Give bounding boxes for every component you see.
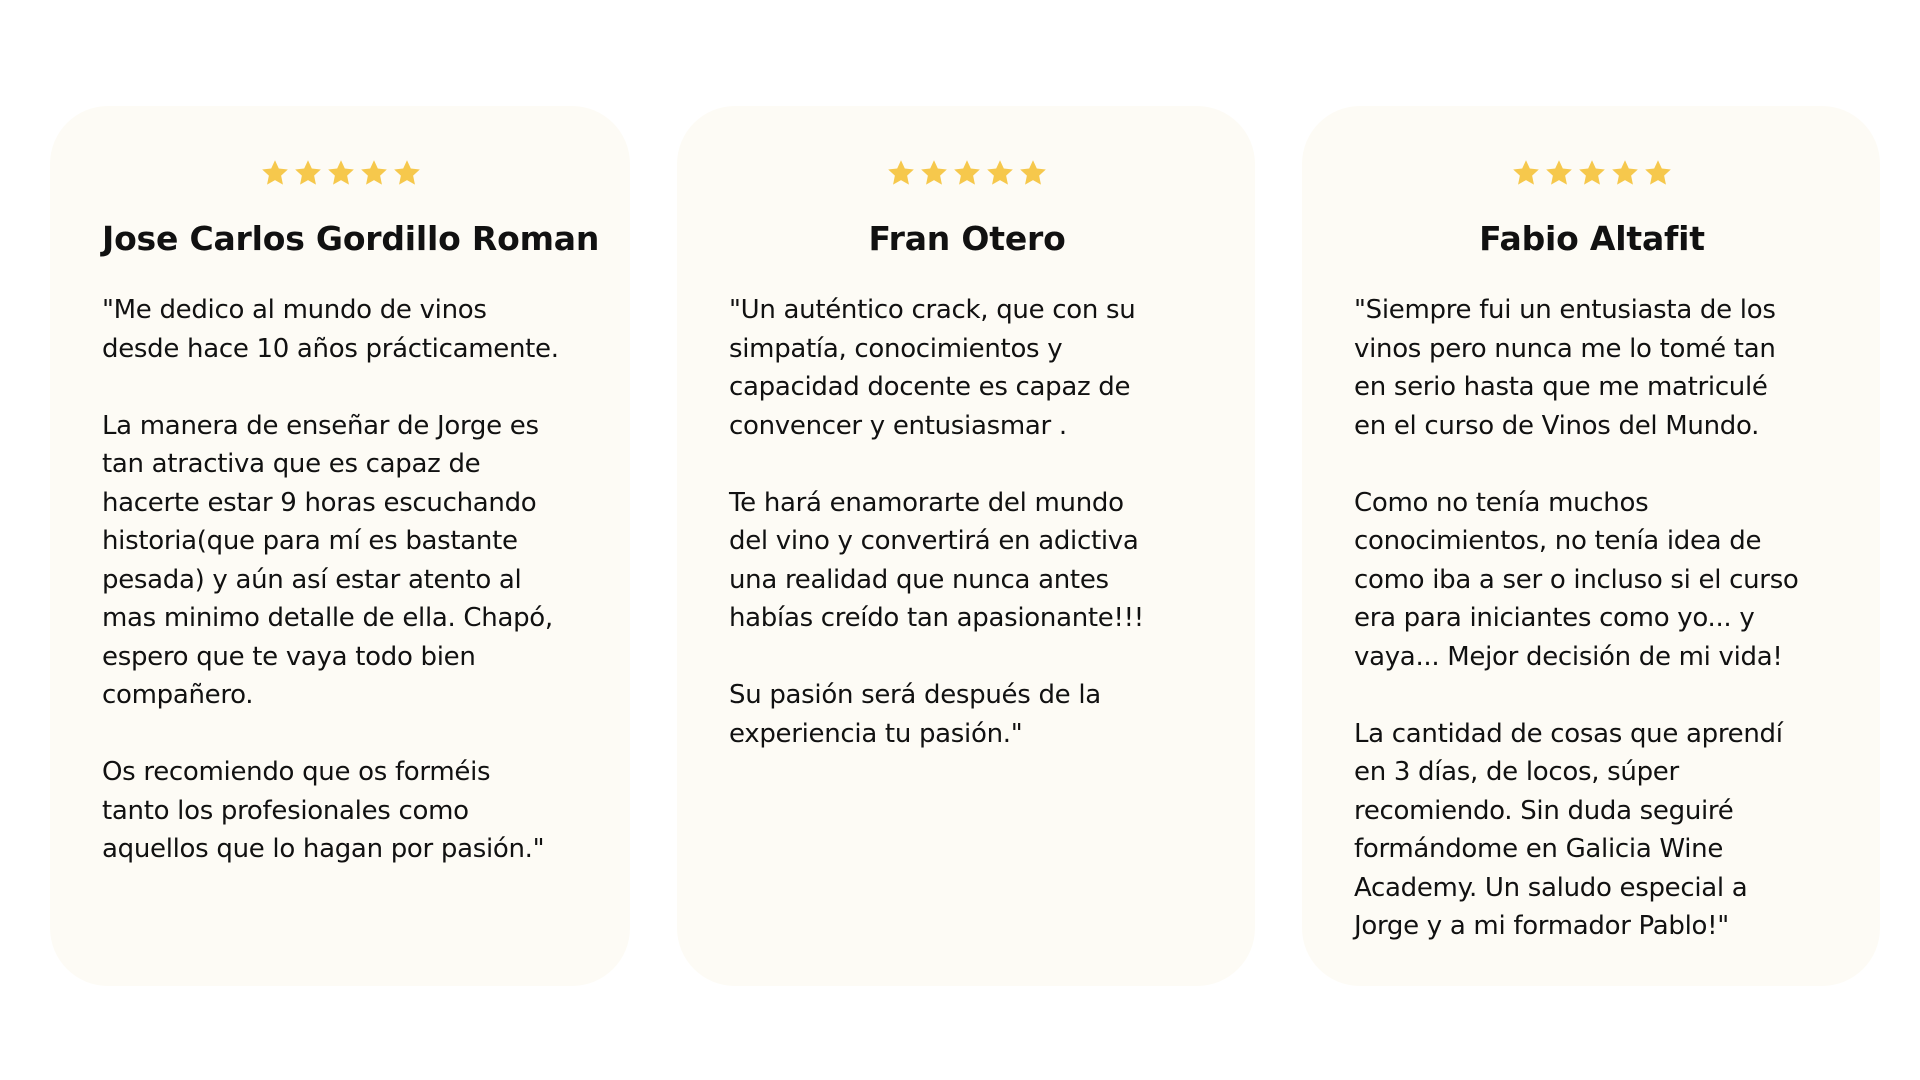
review-paragraph: "Me dedico al mundo de vinos desde hace 10 años prácticamente. [102, 295, 559, 364]
star-rating [1354, 156, 1830, 190]
star-icon [1544, 158, 1574, 188]
star-icon [886, 158, 916, 188]
star-icon [260, 158, 290, 188]
review-text [729, 291, 1205, 753]
review-paragraph: Te hará enamorarte del mundo del vino y convertirá en adictiva una realidad que nunca antes habías creído tan apasionante!!! [729, 487, 1144, 633]
review-text [1354, 291, 1830, 946]
testimonial-cards [50, 106, 1880, 986]
review-text [102, 291, 580, 869]
star-icon [1511, 158, 1541, 188]
testimonial-card [50, 106, 630, 986]
star-icon [359, 158, 389, 188]
star-icon [1610, 158, 1640, 188]
review-paragraph: "Siempre fui un entusiasta de los vinos pero nunca me lo tomé tan en serio hasta que me matriculé en el curso de Vinos del Mundo. [1354, 295, 1776, 441]
review-paragraph: La manera de enseñar de Jorge es tan atractiva que es capaz de hacerte estar 9 horas escuchando historia(que para mí es bastante pesada) y aún así estar atento al mas minimo detalle de ella. Chapó, espero que te vaya todo bien compañero. [102, 410, 553, 710]
star-icon [919, 158, 949, 188]
review-paragraph: Os recomiendo que os forméis tanto los profesionales como aquellos que lo hagan por pasión." [102, 757, 545, 864]
review-paragraph: Como no tenía muchos conocimientos, no tenía idea de como iba a ser o incluso si el curso era para iniciantes como yo... y vaya... Mejor decisión de mi vida! [1354, 487, 1799, 672]
star-icon [326, 158, 356, 188]
reviewer-name: Jose Carlos Gordillo Roman [102, 219, 600, 258]
review-paragraph: Su pasión será después de la experiencia tu pasión." [729, 680, 1101, 749]
testimonial-card [677, 106, 1255, 986]
reviewer-name: Fabio Altafit [1479, 219, 1705, 258]
star-icon [293, 158, 323, 188]
reviewer-name: Fran Otero [868, 219, 1066, 258]
star-icon [1018, 158, 1048, 188]
review-paragraph: "Un auténtico crack, que con su simpatía, conocimientos y capacidad docente es capaz de convencer y entusiasmar . [729, 295, 1136, 441]
review-paragraph: La cantidad de cosas que aprendí en 3 días, de locos, súper recomiendo. Sin duda seguiré formándome en Galicia Wine Academy. Un saludo especial a Jorge y a mi formador Pablo!" [1354, 718, 1783, 941]
star-icon [392, 158, 422, 188]
star-icon [952, 158, 982, 188]
star-icon [985, 158, 1015, 188]
star-icon [1643, 158, 1673, 188]
star-rating [729, 156, 1205, 190]
star-icon [1577, 158, 1607, 188]
star-rating [102, 156, 580, 190]
testimonial-card [1302, 106, 1880, 986]
